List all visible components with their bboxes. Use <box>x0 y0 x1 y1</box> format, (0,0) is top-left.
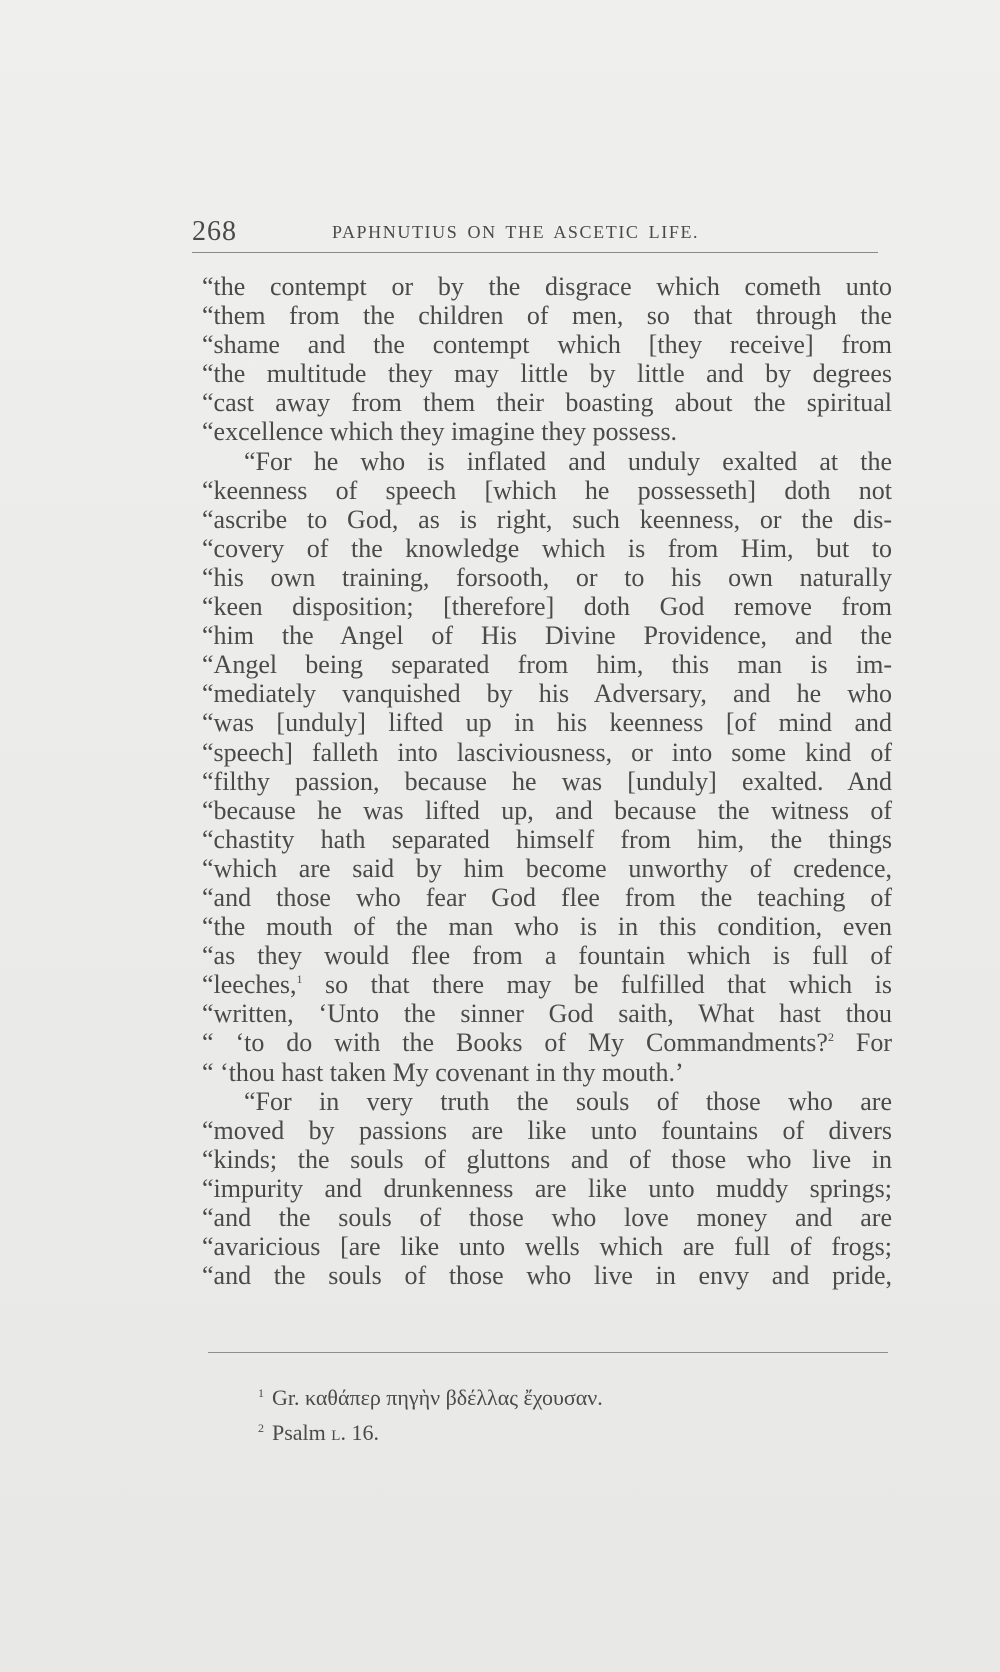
text-line: “ascribe to God, as is right, such keenness, or the dis- <box>202 504 892 534</box>
footnote-mark: 1 <box>258 1386 264 1400</box>
text-line: “For in very truth the souls of those who are <box>244 1086 892 1116</box>
text-line: “and the souls of those who live in envy and pride, <box>202 1261 892 1291</box>
footnote-reference-2[interactable]: 2 <box>827 1030 834 1045</box>
text-fragment: so that there may be fulfilled that which is <box>302 970 892 1000</box>
text-line: “and those who fear God flee from the teaching of <box>202 882 892 912</box>
running-head: PAPHNUTIUS ON THE ASCETIC LIFE. <box>332 222 700 242</box>
footnote-text: l <box>331 1420 341 1445</box>
footnote-text: . 16. <box>340 1420 379 1445</box>
text-line: “shame and the contempt which [they receive] from <box>202 330 892 360</box>
page-number: 268 <box>192 216 237 247</box>
page-header <box>192 216 884 246</box>
footnote-2 <box>258 1413 603 1448</box>
text-line: “the multitude they may little by little and by degrees <box>202 359 892 389</box>
text-line: “the contempt or by the disgrace which cometh unto <box>202 272 892 301</box>
text-line: “was [unduly] lifted up in his keenness [of mind and <box>202 708 892 738</box>
text-line: “keen disposition; [therefore] doth God remove from <box>202 592 892 622</box>
text-line: “as they would flee from a fountain which is full of <box>202 941 892 971</box>
text-line: “because he was lifted up, and because the witness of <box>202 795 892 825</box>
text-line: “which are said by him become unworthy of credence, <box>202 853 892 883</box>
footnotes <box>258 1378 603 1448</box>
text-line: “ ‘thou hast taken My covenant in thy mouth.’ <box>202 1057 684 1087</box>
text-line: “the mouth of the man who is in this condition, even <box>202 912 892 942</box>
text-fragment: “ ‘to do with the Books of My Commandments? <box>202 1028 828 1058</box>
text-line: “and the souls of those who love money and are <box>202 1203 892 1232</box>
text-line: “Angel being separated from him, this man is im- <box>202 650 892 680</box>
footnote-mark: 2 <box>258 1421 264 1435</box>
footnote-text: Gr. καθάπερ πηγὴν βδέλλας ἔχουσαν. <box>272 1385 603 1410</box>
text-line: “filthy passion, because he was [unduly] exalted. And <box>202 766 892 796</box>
text-line: “covery of the knowledge which is from Him, but to <box>202 533 892 563</box>
text-line: “mediately vanquished by his Adversary, and he who <box>202 679 892 709</box>
text-line: “him the Angel of His Divine Providence, and the <box>202 621 892 651</box>
text-line: “them from the children of men, so that through the <box>202 301 892 331</box>
header-rule <box>192 252 878 253</box>
text-line: “his own training, forsooth, or to his own naturally <box>202 562 892 592</box>
footnote-1 <box>258 1378 603 1413</box>
text-line: “kinds; the souls of gluttons and of those who live in <box>202 1144 892 1174</box>
text-line <box>202 970 892 999</box>
text-line: “impurity and drunkenness are like unto muddy springs; <box>202 1173 892 1203</box>
text-line: “excellence which they imagine they possess. <box>202 417 678 447</box>
text-line: “written, ‘Unto the sinner God saith, What hast thou <box>202 999 892 1029</box>
text-line: “keenness of speech [which he possesseth] doth not <box>202 475 892 505</box>
text-fragment: For <box>833 1028 893 1058</box>
text-line <box>202 1028 892 1057</box>
text-line: “cast away from them their boasting about the spiritual <box>202 388 892 418</box>
footnote-rule <box>208 1352 888 1353</box>
text-line: “chastity hath separated himself from him, the things <box>202 824 892 854</box>
text-line: “moved by passions are like unto fountains of divers <box>202 1115 892 1145</box>
text-line: “For he who is inflated and unduly exalted at the <box>244 446 892 476</box>
text-line: “speech] falleth into lasciviousness, or into some kind of <box>202 737 892 767</box>
body-text <box>202 272 892 1290</box>
text-fragment: “leeches, <box>202 970 297 1000</box>
text-line: “avaricious [are like unto wells which are full of frogs; <box>202 1232 892 1262</box>
footnote-reference-1[interactable]: 1 <box>296 972 303 987</box>
footnote-text: Psalm <box>272 1420 332 1445</box>
